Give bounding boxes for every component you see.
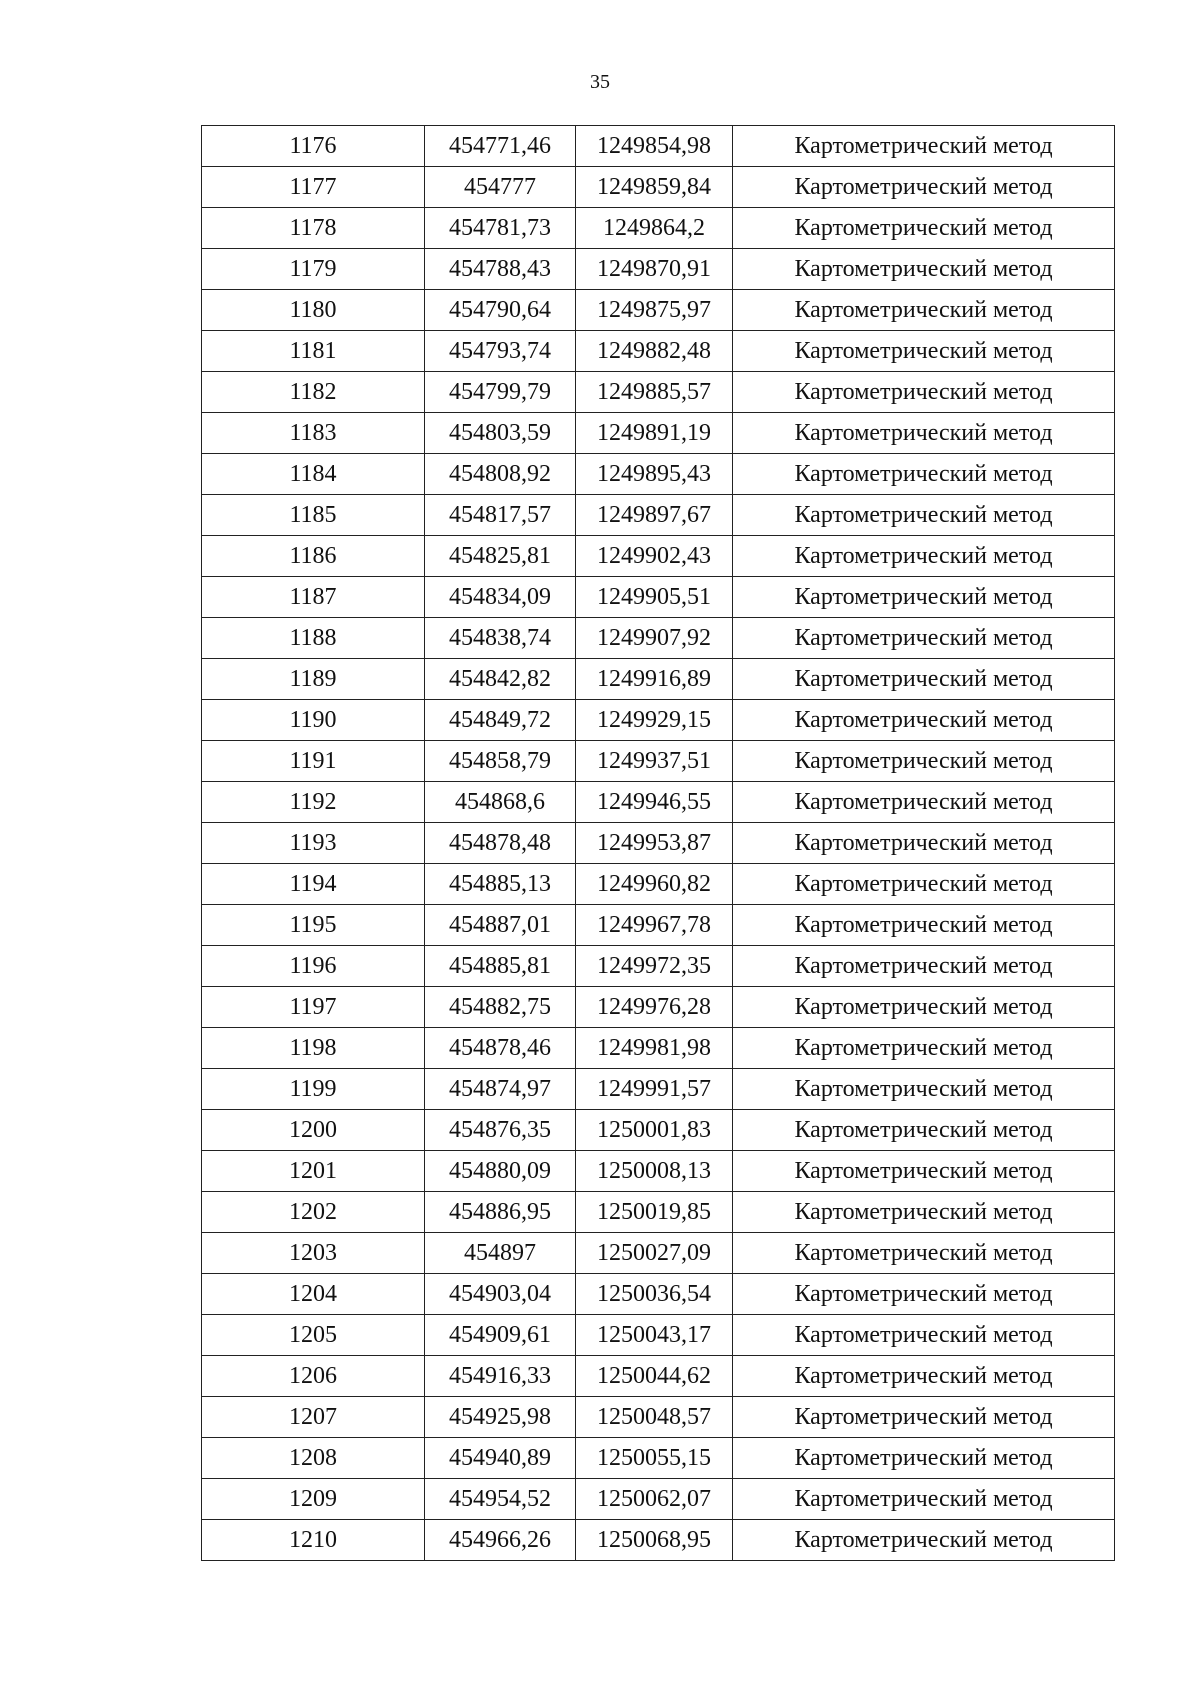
x-coordinate-cell: 454916,33 xyxy=(425,1356,576,1397)
y-coordinate-cell: 1249953,87 xyxy=(576,823,733,864)
method-cell: Картометрический метод xyxy=(733,1274,1115,1315)
x-coordinate-cell: 454903,04 xyxy=(425,1274,576,1315)
point-number-cell: 1208 xyxy=(202,1438,425,1479)
table-row xyxy=(202,659,1115,700)
point-number-cell: 1182 xyxy=(202,372,425,413)
point-number-cell: 1191 xyxy=(202,741,425,782)
table-row xyxy=(202,495,1115,536)
y-coordinate-cell: 1249960,82 xyxy=(576,864,733,905)
y-coordinate-cell: 1249891,19 xyxy=(576,413,733,454)
x-coordinate-cell: 454868,6 xyxy=(425,782,576,823)
point-number-cell: 1192 xyxy=(202,782,425,823)
x-coordinate-cell: 454771,46 xyxy=(425,126,576,167)
y-coordinate-cell: 1249854,98 xyxy=(576,126,733,167)
x-coordinate-cell: 454842,82 xyxy=(425,659,576,700)
method-cell: Картометрический метод xyxy=(733,782,1115,823)
x-coordinate-cell: 454880,09 xyxy=(425,1151,576,1192)
point-number-cell: 1203 xyxy=(202,1233,425,1274)
table-row xyxy=(202,1315,1115,1356)
method-cell: Картометрический метод xyxy=(733,290,1115,331)
y-coordinate-cell: 1249859,84 xyxy=(576,167,733,208)
table-row xyxy=(202,208,1115,249)
table-row xyxy=(202,331,1115,372)
x-coordinate-cell: 454878,48 xyxy=(425,823,576,864)
x-coordinate-cell: 454925,98 xyxy=(425,1397,576,1438)
method-cell: Картометрический метод xyxy=(733,249,1115,290)
method-cell: Картометрический метод xyxy=(733,1438,1115,1479)
method-cell: Картометрический метод xyxy=(733,536,1115,577)
x-coordinate-cell: 454878,46 xyxy=(425,1028,576,1069)
method-cell: Картометрический метод xyxy=(733,1397,1115,1438)
method-cell: Картометрический метод xyxy=(733,413,1115,454)
table-row xyxy=(202,290,1115,331)
y-coordinate-cell: 1249991,57 xyxy=(576,1069,733,1110)
table-row xyxy=(202,946,1115,987)
point-number-cell: 1188 xyxy=(202,618,425,659)
method-cell: Картометрический метод xyxy=(733,946,1115,987)
y-coordinate-cell: 1250048,57 xyxy=(576,1397,733,1438)
point-number-cell: 1204 xyxy=(202,1274,425,1315)
x-coordinate-cell: 454885,81 xyxy=(425,946,576,987)
point-number-cell: 1187 xyxy=(202,577,425,618)
method-cell: Картометрический метод xyxy=(733,864,1115,905)
table-row xyxy=(202,741,1115,782)
page-number: 35 xyxy=(590,71,610,93)
y-coordinate-cell: 1250008,13 xyxy=(576,1151,733,1192)
y-coordinate-cell: 1249972,35 xyxy=(576,946,733,987)
x-coordinate-cell: 454882,75 xyxy=(425,987,576,1028)
table-row xyxy=(202,1233,1115,1274)
table-row xyxy=(202,1356,1115,1397)
method-cell: Картометрический метод xyxy=(733,331,1115,372)
y-coordinate-cell: 1249946,55 xyxy=(576,782,733,823)
table-row xyxy=(202,1397,1115,1438)
method-cell: Картометрический метод xyxy=(733,1315,1115,1356)
method-cell: Картометрический метод xyxy=(733,1356,1115,1397)
table-row xyxy=(202,1028,1115,1069)
method-cell: Картометрический метод xyxy=(733,126,1115,167)
y-coordinate-cell: 1249981,98 xyxy=(576,1028,733,1069)
y-coordinate-cell: 1250027,09 xyxy=(576,1233,733,1274)
x-coordinate-cell: 454849,72 xyxy=(425,700,576,741)
table-row xyxy=(202,987,1115,1028)
table-row xyxy=(202,905,1115,946)
point-number-cell: 1194 xyxy=(202,864,425,905)
y-coordinate-cell: 1250062,07 xyxy=(576,1479,733,1520)
y-coordinate-cell: 1249897,67 xyxy=(576,495,733,536)
y-coordinate-cell: 1249902,43 xyxy=(576,536,733,577)
method-cell: Картометрический метод xyxy=(733,454,1115,495)
x-coordinate-cell: 454834,09 xyxy=(425,577,576,618)
table-row xyxy=(202,618,1115,659)
table-row xyxy=(202,1110,1115,1151)
method-cell: Картометрический метод xyxy=(733,1233,1115,1274)
point-number-cell: 1185 xyxy=(202,495,425,536)
y-coordinate-cell: 1249929,15 xyxy=(576,700,733,741)
x-coordinate-cell: 454897 xyxy=(425,1233,576,1274)
x-coordinate-cell: 454788,43 xyxy=(425,249,576,290)
point-number-cell: 1193 xyxy=(202,823,425,864)
x-coordinate-cell: 454874,97 xyxy=(425,1069,576,1110)
table-row xyxy=(202,167,1115,208)
x-coordinate-cell: 454799,79 xyxy=(425,372,576,413)
x-coordinate-cell: 454940,89 xyxy=(425,1438,576,1479)
method-cell: Картометрический метод xyxy=(733,823,1115,864)
method-cell: Картометрический метод xyxy=(733,1069,1115,1110)
table-row xyxy=(202,1438,1115,1479)
y-coordinate-cell: 1249937,51 xyxy=(576,741,733,782)
y-coordinate-cell: 1250055,15 xyxy=(576,1438,733,1479)
table-row xyxy=(202,782,1115,823)
point-number-cell: 1179 xyxy=(202,249,425,290)
point-number-cell: 1183 xyxy=(202,413,425,454)
table-row xyxy=(202,1274,1115,1315)
x-coordinate-cell: 454858,79 xyxy=(425,741,576,782)
x-coordinate-cell: 454777 xyxy=(425,167,576,208)
x-coordinate-cell: 454817,57 xyxy=(425,495,576,536)
point-number-cell: 1196 xyxy=(202,946,425,987)
y-coordinate-cell: 1250036,54 xyxy=(576,1274,733,1315)
method-cell: Картометрический метод xyxy=(733,208,1115,249)
table-row xyxy=(202,126,1115,167)
method-cell: Картометрический метод xyxy=(733,1520,1115,1561)
method-cell: Картометрический метод xyxy=(733,1028,1115,1069)
point-number-cell: 1202 xyxy=(202,1192,425,1233)
y-coordinate-cell: 1249882,48 xyxy=(576,331,733,372)
table-row xyxy=(202,413,1115,454)
point-number-cell: 1184 xyxy=(202,454,425,495)
y-coordinate-cell: 1250043,17 xyxy=(576,1315,733,1356)
y-coordinate-cell: 1249905,51 xyxy=(576,577,733,618)
point-number-cell: 1209 xyxy=(202,1479,425,1520)
x-coordinate-cell: 454793,74 xyxy=(425,331,576,372)
y-coordinate-cell: 1250001,83 xyxy=(576,1110,733,1151)
table-row xyxy=(202,454,1115,495)
point-number-cell: 1177 xyxy=(202,167,425,208)
x-coordinate-cell: 454954,52 xyxy=(425,1479,576,1520)
x-coordinate-cell: 454825,81 xyxy=(425,536,576,577)
point-number-cell: 1200 xyxy=(202,1110,425,1151)
y-coordinate-cell: 1249875,97 xyxy=(576,290,733,331)
x-coordinate-cell: 454838,74 xyxy=(425,618,576,659)
x-coordinate-cell: 454790,64 xyxy=(425,290,576,331)
method-cell: Картометрический метод xyxy=(733,495,1115,536)
point-number-cell: 1176 xyxy=(202,126,425,167)
coordinates-table xyxy=(201,125,1115,1561)
point-number-cell: 1201 xyxy=(202,1151,425,1192)
point-number-cell: 1197 xyxy=(202,987,425,1028)
point-number-cell: 1207 xyxy=(202,1397,425,1438)
method-cell: Картометрический метод xyxy=(733,1479,1115,1520)
point-number-cell: 1181 xyxy=(202,331,425,372)
point-number-cell: 1178 xyxy=(202,208,425,249)
y-coordinate-cell: 1249976,28 xyxy=(576,987,733,1028)
x-coordinate-cell: 454886,95 xyxy=(425,1192,576,1233)
method-cell: Картометрический метод xyxy=(733,372,1115,413)
point-number-cell: 1190 xyxy=(202,700,425,741)
y-coordinate-cell: 1250044,62 xyxy=(576,1356,733,1397)
y-coordinate-cell: 1250019,85 xyxy=(576,1192,733,1233)
point-number-cell: 1198 xyxy=(202,1028,425,1069)
table-row xyxy=(202,864,1115,905)
y-coordinate-cell: 1249864,2 xyxy=(576,208,733,249)
y-coordinate-cell: 1249885,57 xyxy=(576,372,733,413)
method-cell: Картометрический метод xyxy=(733,1192,1115,1233)
method-cell: Картометрический метод xyxy=(733,577,1115,618)
table-row xyxy=(202,1479,1115,1520)
y-coordinate-cell: 1250068,95 xyxy=(576,1520,733,1561)
point-number-cell: 1205 xyxy=(202,1315,425,1356)
y-coordinate-cell: 1249916,89 xyxy=(576,659,733,700)
x-coordinate-cell: 454781,73 xyxy=(425,208,576,249)
point-number-cell: 1180 xyxy=(202,290,425,331)
point-number-cell: 1206 xyxy=(202,1356,425,1397)
y-coordinate-cell: 1249870,91 xyxy=(576,249,733,290)
coordinates-table-body xyxy=(202,126,1115,1561)
table-row xyxy=(202,823,1115,864)
table-row xyxy=(202,1520,1115,1561)
point-number-cell: 1186 xyxy=(202,536,425,577)
y-coordinate-cell: 1249907,92 xyxy=(576,618,733,659)
point-number-cell: 1199 xyxy=(202,1069,425,1110)
x-coordinate-cell: 454909,61 xyxy=(425,1315,576,1356)
method-cell: Картометрический метод xyxy=(733,905,1115,946)
table-row xyxy=(202,372,1115,413)
x-coordinate-cell: 454887,01 xyxy=(425,905,576,946)
table-row xyxy=(202,536,1115,577)
table-row xyxy=(202,249,1115,290)
x-coordinate-cell: 454876,35 xyxy=(425,1110,576,1151)
y-coordinate-cell: 1249895,43 xyxy=(576,454,733,495)
x-coordinate-cell: 454966,26 xyxy=(425,1520,576,1561)
point-number-cell: 1210 xyxy=(202,1520,425,1561)
table-row xyxy=(202,1192,1115,1233)
x-coordinate-cell: 454803,59 xyxy=(425,413,576,454)
point-number-cell: 1195 xyxy=(202,905,425,946)
table-row xyxy=(202,700,1115,741)
method-cell: Картометрический метод xyxy=(733,741,1115,782)
table-row xyxy=(202,1069,1115,1110)
method-cell: Картометрический метод xyxy=(733,167,1115,208)
method-cell: Картометрический метод xyxy=(733,987,1115,1028)
method-cell: Картометрический метод xyxy=(733,1151,1115,1192)
table-row xyxy=(202,1151,1115,1192)
method-cell: Картометрический метод xyxy=(733,618,1115,659)
table-row xyxy=(202,577,1115,618)
y-coordinate-cell: 1249967,78 xyxy=(576,905,733,946)
x-coordinate-cell: 454885,13 xyxy=(425,864,576,905)
method-cell: Картометрический метод xyxy=(733,1110,1115,1151)
x-coordinate-cell: 454808,92 xyxy=(425,454,576,495)
point-number-cell: 1189 xyxy=(202,659,425,700)
method-cell: Картометрический метод xyxy=(733,700,1115,741)
method-cell: Картометрический метод xyxy=(733,659,1115,700)
